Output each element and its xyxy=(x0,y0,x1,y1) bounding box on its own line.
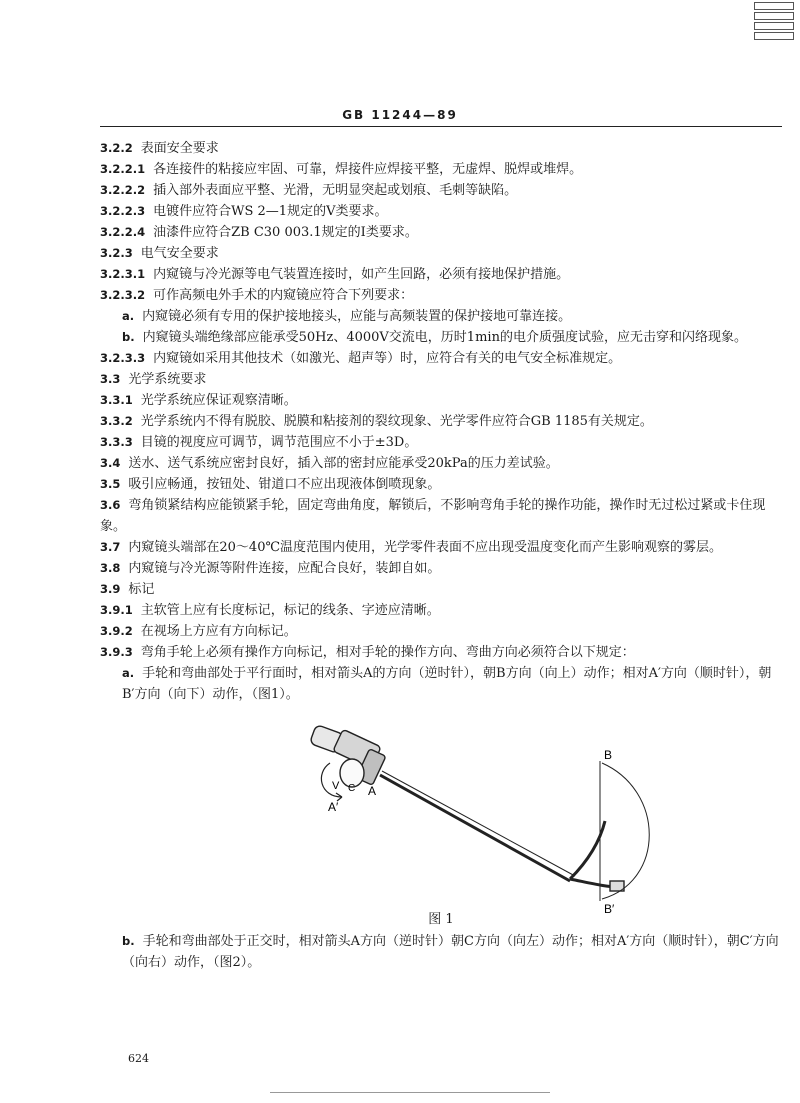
section-text: 手轮和弯曲部处于平行面时，相对箭头A的方向（逆时针），朝B方向（向上）动作；相对A′方向（顺时针），朝B′方向（向下）动作，（图1）。 xyxy=(122,666,772,702)
label-A-prime: A′ xyxy=(328,800,339,814)
label-B: B xyxy=(604,748,613,762)
section-item xyxy=(100,327,782,348)
section-item xyxy=(100,243,782,264)
section-number: 3.4 xyxy=(100,456,121,470)
section-text: 内窥镜头端部在20～40℃温度范围内使用，光学零件表面不应出现受温度变化而产生影响观察的雾层。 xyxy=(128,540,723,555)
label-B-prime: B′ xyxy=(604,902,615,916)
paragraph-b-number: b. xyxy=(122,934,135,948)
section-item xyxy=(100,264,782,285)
section-number: 3.6 xyxy=(100,498,121,512)
section-item xyxy=(100,411,782,432)
figure-caption: 图 1 xyxy=(428,912,454,927)
section-number: 3.3.2 xyxy=(100,414,133,428)
section-item xyxy=(100,201,782,222)
section-number: 3.2.2.2 xyxy=(100,183,146,197)
section-text: 内窥镜与冷光源等附件连接，应配合良好，装卸自如。 xyxy=(128,561,441,576)
section-number: 3.9 xyxy=(100,582,121,596)
section-number: 3.9.2 xyxy=(100,624,133,638)
section-item xyxy=(100,642,782,663)
endoscope-diagram xyxy=(270,711,660,916)
section-item xyxy=(100,579,782,600)
section-number: 3.7 xyxy=(100,540,121,554)
section-text: 在视场上方应有方向标记。 xyxy=(140,624,297,639)
section-item xyxy=(100,369,782,390)
section-item xyxy=(100,600,782,621)
section-text: 吸引应畅通，按钮处、钳道口不应出现液体倒喷现象。 xyxy=(128,477,441,492)
section-number: 3.2.3.3 xyxy=(100,351,146,365)
section-number: 3.9.1 xyxy=(100,603,133,617)
section-number: 3.2.3.2 xyxy=(100,288,146,302)
section-number: 3.2.2.1 xyxy=(100,162,146,176)
section-number: b. xyxy=(122,330,135,344)
section-text: 各连接件的粘接应牢固、可靠，焊接件应焊接平整，无虚焊、脱焊或堆焊。 xyxy=(153,162,583,177)
section-number: 3.2.2.4 xyxy=(100,225,146,239)
section-number: a. xyxy=(122,309,135,323)
paragraph-b-text: 手轮和弯曲部处于正交时，相对箭头A方向（逆时针）朝C方向（向左）动作；相对A′方向（顺时针），朝C′方向（向右）动作，（图2）。 xyxy=(122,934,779,970)
section-text: 插入部外表面应平整、光滑，无明显突起或划痕、毛刺等缺陷。 xyxy=(153,183,518,198)
section-text: 光学系统应保证观察清晰。 xyxy=(140,393,297,408)
paragraph-b xyxy=(100,931,782,973)
figure-1 xyxy=(100,711,782,916)
page-number: 624 xyxy=(128,1052,149,1065)
section-text: 目镜的视度应可调节，调节范围应不小于±3D。 xyxy=(140,435,418,450)
section-text: 电气安全要求 xyxy=(140,246,219,261)
section-text: 可作高频电外手术的内窥镜应符合下列要求： xyxy=(153,288,414,303)
section-number: 3.3.3 xyxy=(100,435,133,449)
section-number: 3.2.3.1 xyxy=(100,267,146,281)
section-item xyxy=(100,348,782,369)
label-A: A xyxy=(368,784,377,798)
section-text: 光学系统内不得有脱胶、脱膜和粘接剂的裂纹现象、光学零件应符合GB 1185有关规定。 xyxy=(140,414,653,429)
section-item xyxy=(100,159,782,180)
section-number: 3.2.2.3 xyxy=(100,204,146,218)
section-text: 光学系统要求 xyxy=(128,372,207,387)
document-body xyxy=(100,138,782,973)
section-text: 内窥镜头端绝缘部应能承受50Hz、4000V交流电，历时1min的电介质强度试验，应无击穿和闪络现象。 xyxy=(142,330,747,345)
header-rule xyxy=(100,126,782,127)
section-number: 3.8 xyxy=(100,561,121,575)
section-text: 弯角手轮上必须有操作方向标记，相对手轮的操作方向、弯曲方向必须符合以下规定： xyxy=(140,645,635,660)
section-text: 送水、送气系统应密封良好，插入部的密封应能承受20kPa的压力差试验。 xyxy=(128,456,559,471)
section-number: 3.5 xyxy=(100,477,121,491)
section-number: 3.3.1 xyxy=(100,393,133,407)
corner-registration-mark xyxy=(754,2,794,36)
section-item xyxy=(100,285,782,306)
section-number: 3.2.2 xyxy=(100,141,133,155)
section-list xyxy=(100,138,782,705)
section-text: 内窥镜必须有专用的保护接地接头，应能与高频装置的保护接地可靠连接。 xyxy=(142,309,572,324)
section-number: 3.9.3 xyxy=(100,645,133,659)
section-item xyxy=(100,621,782,642)
footer-strip xyxy=(270,1092,550,1103)
section-text: 电镀件应符合WS 2—1规定的Ⅴ类要求。 xyxy=(153,204,388,219)
section-number: 3.3 xyxy=(100,372,121,386)
section-item xyxy=(100,495,782,537)
section-text: 表面安全要求 xyxy=(140,141,219,156)
section-item xyxy=(100,222,782,243)
section-text: 标记 xyxy=(128,582,155,597)
section-item xyxy=(100,138,782,159)
section-text: 主软管上应有长度标记，标记的线条、字迹应清晰。 xyxy=(140,603,440,618)
section-text: 油漆件应符合ZB C30 003.1规定的Ⅰ类要求。 xyxy=(153,225,418,240)
label-C: C xyxy=(348,783,356,794)
section-item xyxy=(100,306,782,327)
section-item xyxy=(100,474,782,495)
label-V: V xyxy=(332,780,340,792)
section-item xyxy=(100,180,782,201)
section-item xyxy=(100,390,782,411)
section-item xyxy=(100,453,782,474)
section-number: 3.2.3 xyxy=(100,246,133,260)
page-header: GB 11244—89 xyxy=(342,108,458,122)
section-item xyxy=(100,432,782,453)
section-item xyxy=(100,663,782,705)
section-item xyxy=(100,537,782,558)
section-text: 内窥镜如采用其他技术（如激光、超声等）时，应符合有关的电气安全标准规定。 xyxy=(153,351,622,366)
section-number: a. xyxy=(122,666,135,680)
section-text: 弯角锁紧结构应能锁紧手轮，固定弯曲角度，解锁后，不影响弯角手轮的操作功能，操作时无过松过紧或卡住现象。 xyxy=(100,498,766,534)
section-text: 内窥镜与冷光源等电气装置连接时，如产生回路，必须有接地保护措施。 xyxy=(153,267,570,282)
section-item xyxy=(100,558,782,579)
